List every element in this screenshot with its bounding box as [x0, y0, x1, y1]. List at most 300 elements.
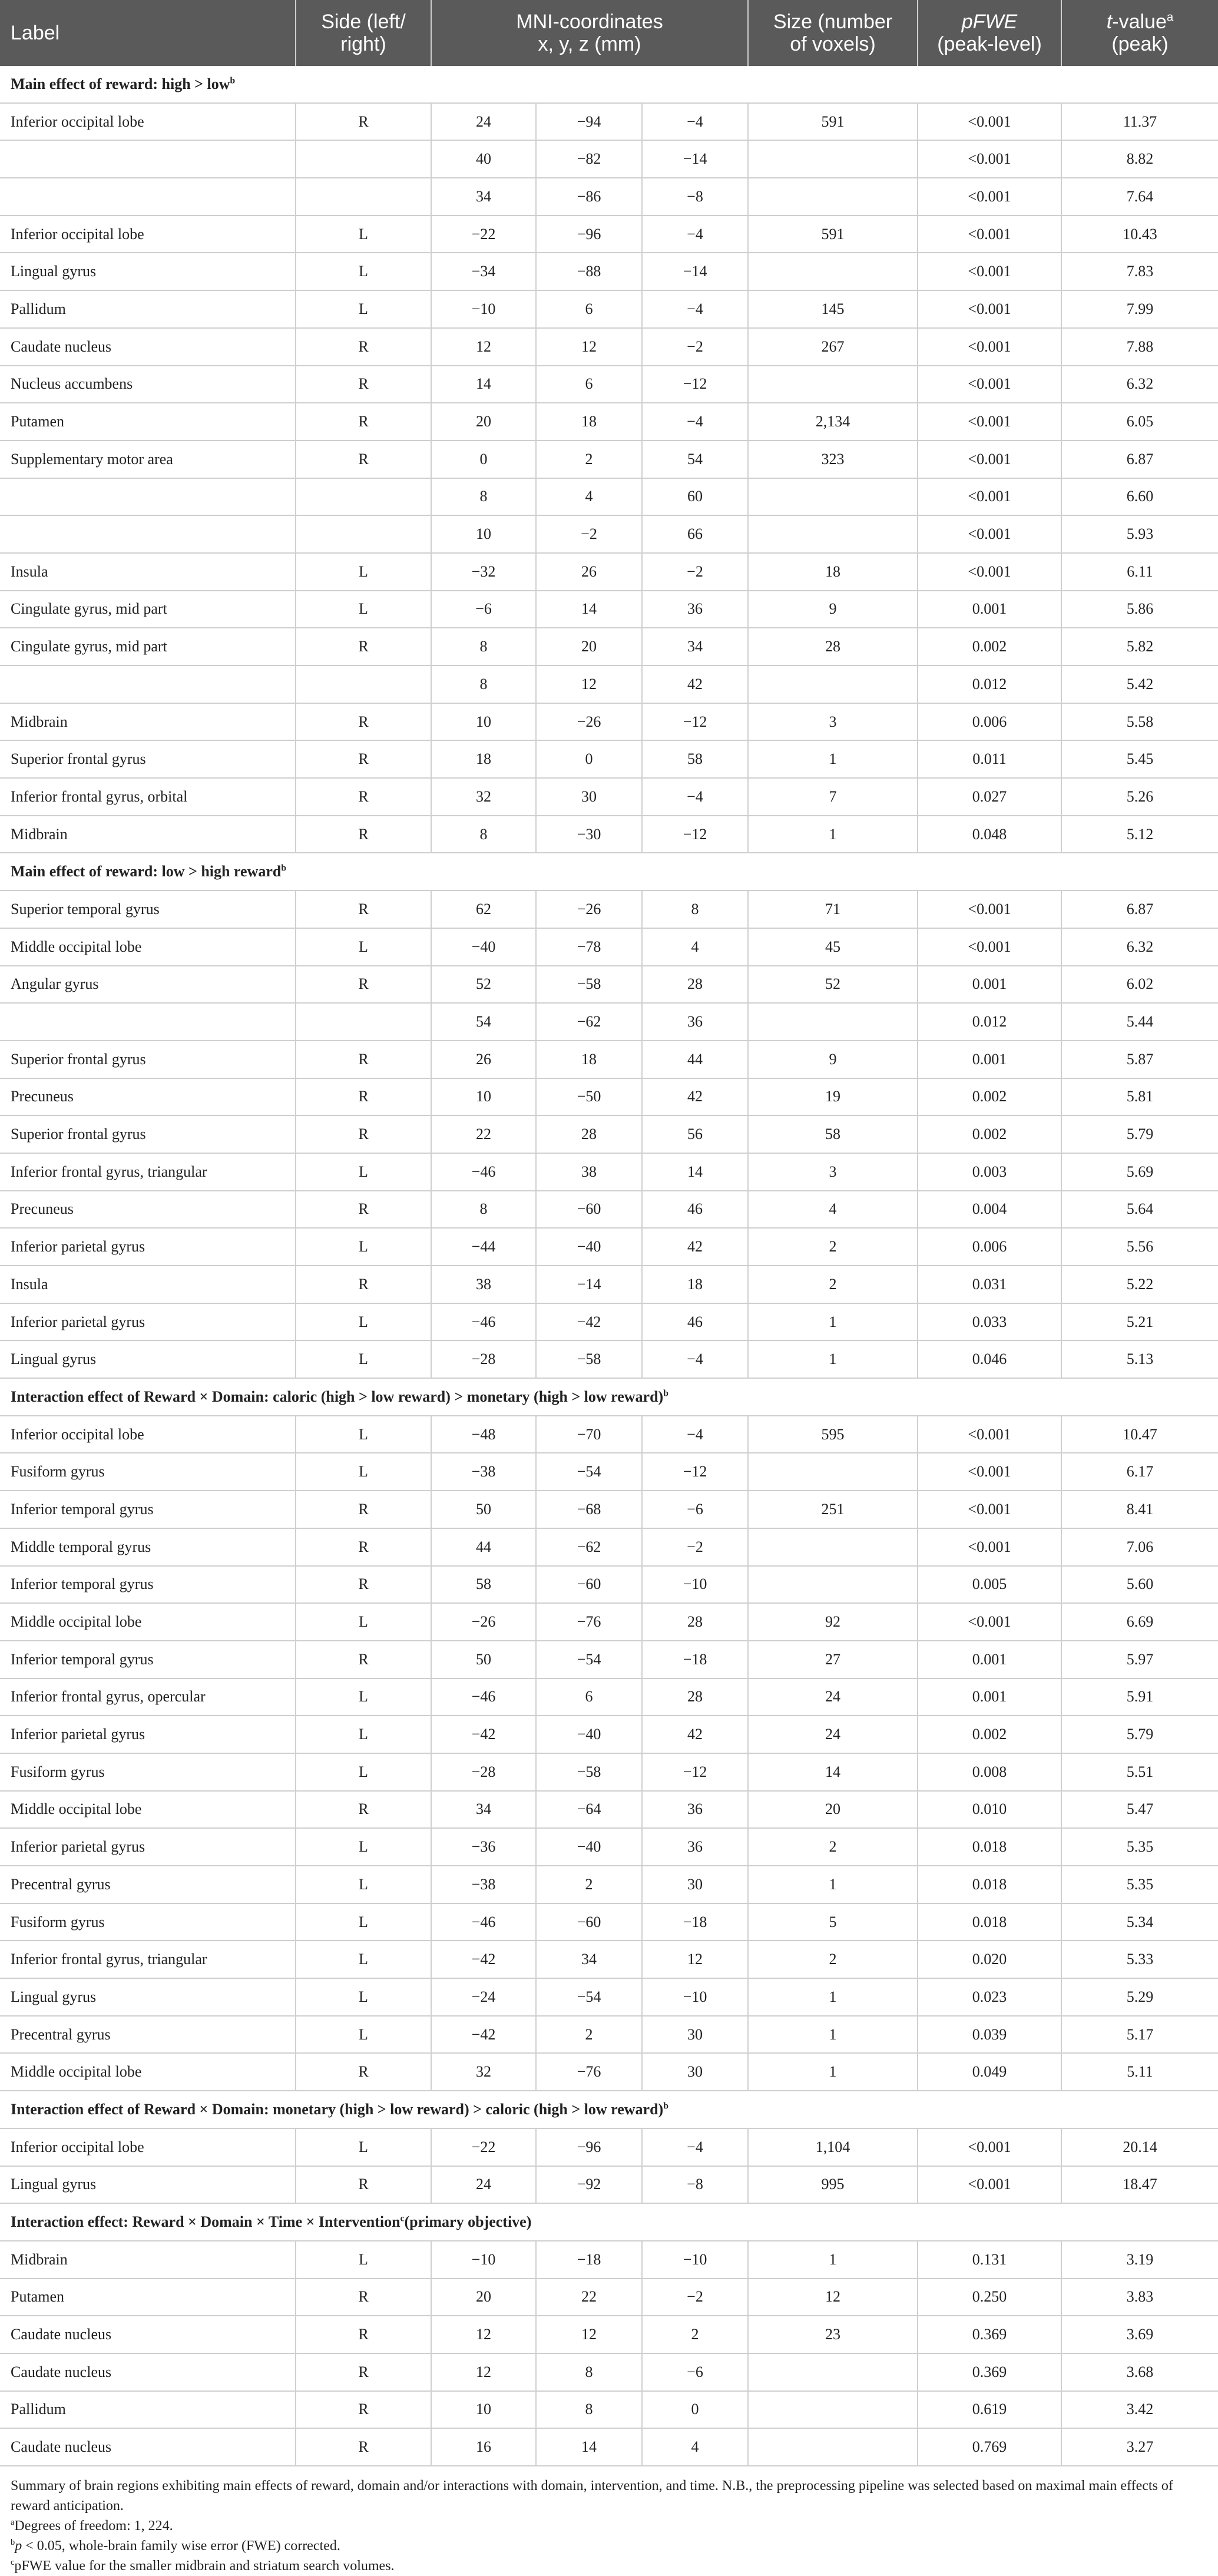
pfwe: 0.023 [918, 1978, 1061, 2016]
mni-y: 2 [536, 441, 642, 478]
region-label: Caudate nucleus [0, 2316, 296, 2353]
mni-z: −14 [642, 140, 748, 178]
mni-x: −28 [431, 1753, 536, 1791]
table-row [0, 1791, 1218, 1829]
region-label: Fusiform gyrus [0, 1453, 296, 1491]
section-footnote-mark: c [400, 2213, 405, 2224]
region-label: Middle temporal gyrus [0, 1528, 296, 1566]
mni-y: −94 [536, 103, 642, 141]
cluster-size: 2 [748, 1228, 918, 1266]
mni-x: −46 [431, 1903, 536, 1941]
cluster-size: 1 [748, 2241, 918, 2279]
table-row [0, 1003, 1218, 1041]
table-row [0, 253, 1218, 290]
mni-x: 32 [431, 2053, 536, 2091]
table-row [0, 478, 1218, 516]
mni-y: 6 [536, 1678, 642, 1716]
pfwe: 0.131 [918, 2241, 1061, 2279]
mni-y: −26 [536, 703, 642, 741]
t-value: 6.87 [1061, 441, 1218, 478]
region-label: Lingual gyrus [0, 2166, 296, 2204]
mni-y: 18 [536, 403, 642, 441]
pfwe: <0.001 [918, 441, 1061, 478]
mni-x: 20 [431, 2279, 536, 2316]
mni-x: 38 [431, 1266, 536, 1303]
mni-z: 4 [642, 928, 748, 966]
mni-y: −62 [536, 1528, 642, 1566]
cluster-size [748, 2391, 918, 2429]
mni-y: −58 [536, 966, 642, 1004]
mni-x: 12 [431, 2316, 536, 2353]
mni-z: 42 [642, 1078, 748, 1116]
table-row [0, 2428, 1218, 2466]
mni-z: −12 [642, 1753, 748, 1791]
pfwe: 0.005 [918, 1566, 1061, 1604]
side: L [296, 216, 431, 253]
region-label: Inferior occipital lobe [0, 103, 296, 141]
table-row [0, 966, 1218, 1004]
region-label: Caudate nucleus [0, 2428, 296, 2466]
mni-z: −4 [642, 103, 748, 141]
mni-z: 8 [642, 890, 748, 928]
cluster-size [748, 253, 918, 290]
table-row [0, 703, 1218, 741]
cluster-size: 1,104 [748, 2128, 918, 2166]
mni-x: 58 [431, 1566, 536, 1604]
cluster-size: 45 [748, 928, 918, 966]
side: L [296, 1228, 431, 1266]
t-value: 10.43 [1061, 216, 1218, 253]
cluster-size: 591 [748, 216, 918, 253]
side: R [296, 966, 431, 1004]
region-label: Superior frontal gyrus [0, 1115, 296, 1153]
side: L [296, 591, 431, 628]
side: R [296, 2391, 431, 2429]
cluster-size: 2,134 [748, 403, 918, 441]
mni-z: −4 [642, 778, 748, 816]
pfwe: 0.001 [918, 1678, 1061, 1716]
region-label [0, 515, 296, 553]
mni-y: 8 [536, 2391, 642, 2429]
pfwe: 0.031 [918, 1266, 1061, 1303]
table-row [0, 2353, 1218, 2391]
side: L [296, 553, 431, 591]
pfwe: 0.369 [918, 2353, 1061, 2391]
mni-y: −26 [536, 890, 642, 928]
mni-z: −8 [642, 2166, 748, 2204]
mni-z: 56 [642, 1115, 748, 1153]
mni-z: −2 [642, 553, 748, 591]
pfwe: 0.018 [918, 1903, 1061, 1941]
mni-y: −54 [536, 1978, 642, 2016]
pfwe: <0.001 [918, 553, 1061, 591]
mni-x: −38 [431, 1866, 536, 1903]
region-label: Inferior parietal gyrus [0, 1716, 296, 1753]
mni-x: 12 [431, 2353, 536, 2391]
mni-y: −62 [536, 1003, 642, 1041]
table-body [0, 66, 1218, 2466]
table-row [0, 2016, 1218, 2054]
mni-x: −24 [431, 1978, 536, 2016]
pfwe: 0.001 [918, 1641, 1061, 1678]
mni-z: 36 [642, 1791, 748, 1829]
mni-y: 34 [536, 1941, 642, 1978]
mni-y: −54 [536, 1641, 642, 1678]
t-value: 5.29 [1061, 1978, 1218, 2016]
cluster-size [748, 1566, 918, 1604]
mni-x: −10 [431, 2241, 536, 2279]
table-row [0, 1828, 1218, 1866]
mni-z: −4 [642, 290, 748, 328]
cluster-size: 1 [748, 816, 918, 853]
side: L [296, 1303, 431, 1341]
cluster-size: 18 [748, 553, 918, 591]
side: R [296, 1528, 431, 1566]
section-title-text: Main effect of reward: high > low [11, 75, 230, 92]
mni-y: 12 [536, 328, 642, 366]
pfwe: 0.012 [918, 665, 1061, 703]
t-value: 5.45 [1061, 740, 1218, 778]
header-size: Size (number of voxels) [748, 0, 918, 66]
section-title [0, 853, 1218, 890]
mni-x: 8 [431, 665, 536, 703]
region-label: Middle occipital lobe [0, 1791, 296, 1829]
side [296, 1003, 431, 1041]
cluster-size [748, 665, 918, 703]
side: R [296, 2353, 431, 2391]
mni-x: 44 [431, 1528, 536, 1566]
cluster-size: 23 [748, 2316, 918, 2353]
t-value: 5.22 [1061, 1266, 1218, 1303]
t-value: 5.97 [1061, 1641, 1218, 1678]
mni-y: −14 [536, 1266, 642, 1303]
t-value: 18.47 [1061, 2166, 1218, 2204]
mni-y: −96 [536, 216, 642, 253]
side: L [296, 1416, 431, 1453]
region-label [0, 665, 296, 703]
table-row [0, 553, 1218, 591]
side: R [296, 1078, 431, 1116]
mni-x: 24 [431, 103, 536, 141]
mni-y: −60 [536, 1191, 642, 1229]
table-row [0, 1566, 1218, 1604]
side: R [296, 1566, 431, 1604]
mni-z: −10 [642, 2241, 748, 2279]
pfwe: <0.001 [918, 290, 1061, 328]
mni-z: −18 [642, 1903, 748, 1941]
side: R [296, 1641, 431, 1678]
footnote-b: $^b$p < 0.05, whole-brain family wise error (FWE) corrected. [11, 2538, 340, 2554]
pfwe: 0.004 [918, 1191, 1061, 1229]
side: R [296, 1041, 431, 1078]
t-value: 5.26 [1061, 778, 1218, 816]
region-label: Precentral gyrus [0, 1866, 296, 1903]
mni-z: 28 [642, 966, 748, 1004]
mni-x: 32 [431, 778, 536, 816]
region-label: Middle occipital lobe [0, 2053, 296, 2091]
table-row [0, 515, 1218, 553]
mni-z: −10 [642, 1978, 748, 2016]
region-label: Fusiform gyrus [0, 1903, 296, 1941]
mni-z: −4 [642, 2128, 748, 2166]
mni-y: 14 [536, 2428, 642, 2466]
cluster-size [748, 2428, 918, 2466]
pfwe: 0.008 [918, 1753, 1061, 1791]
pfwe: <0.001 [918, 328, 1061, 366]
t-value: 5.87 [1061, 1041, 1218, 1078]
table-row [0, 2128, 1218, 2166]
region-label: Pallidum [0, 290, 296, 328]
region-label: Insula [0, 553, 296, 591]
mni-x: 8 [431, 816, 536, 853]
pfwe: <0.001 [918, 1416, 1061, 1453]
pfwe: 0.001 [918, 1041, 1061, 1078]
region-label: Inferior parietal gyrus [0, 1828, 296, 1866]
mni-y: 22 [536, 2279, 642, 2316]
region-label: Precentral gyrus [0, 2016, 296, 2054]
t-value: 6.32 [1061, 928, 1218, 966]
section-title-text: Main effect of reward: low > high reward [11, 863, 282, 880]
t-value: 5.33 [1061, 1941, 1218, 1978]
side: R [296, 628, 431, 665]
t-value: 5.51 [1061, 1753, 1218, 1791]
t-value: 5.44 [1061, 1003, 1218, 1041]
pfwe: <0.001 [918, 366, 1061, 403]
mni-y: −96 [536, 2128, 642, 2166]
side: L [296, 1753, 431, 1791]
table-row [0, 328, 1218, 366]
region-label: Middle occipital lobe [0, 928, 296, 966]
table-row [0, 441, 1218, 478]
mni-z: −6 [642, 1491, 748, 1528]
cluster-size: 595 [748, 1416, 918, 1453]
table-footnotes [0, 2466, 1218, 2576]
mni-x: 8 [431, 1191, 536, 1229]
cluster-size: 145 [748, 290, 918, 328]
table-row [0, 1903, 1218, 1941]
side: L [296, 928, 431, 966]
side: L [296, 290, 431, 328]
pfwe: 0.018 [918, 1828, 1061, 1866]
pfwe: 0.020 [918, 1941, 1061, 1978]
header-mni: MNI-coordinates x, y, z (mm) [431, 0, 748, 66]
mni-x: 54 [431, 1003, 536, 1041]
side: L [296, 1941, 431, 1978]
table-row [0, 1266, 1218, 1303]
mni-x: 24 [431, 2166, 536, 2204]
cluster-size: 251 [748, 1491, 918, 1528]
pfwe: 0.033 [918, 1303, 1061, 1341]
mni-z: 42 [642, 665, 748, 703]
mni-y: −60 [536, 1903, 642, 1941]
region-label: Inferior frontal gyrus, triangular [0, 1153, 296, 1191]
side: R [296, 1791, 431, 1829]
region-label: Inferior temporal gyrus [0, 1566, 296, 1604]
t-value: 8.82 [1061, 140, 1218, 178]
cluster-size: 2 [748, 1828, 918, 1866]
side: R [296, 2053, 431, 2091]
section-header-row [0, 66, 1218, 103]
mni-x: 52 [431, 966, 536, 1004]
footnote-c: $^c$pFWE value for the smaller midbrain and striatum search volumes. [11, 2558, 395, 2574]
t-value: 5.35 [1061, 1828, 1218, 1866]
mni-x: 12 [431, 328, 536, 366]
mni-z: −10 [642, 1566, 748, 1604]
t-value: 5.34 [1061, 1903, 1218, 1941]
t-value: 3.68 [1061, 2353, 1218, 2391]
mni-z: 2 [642, 2316, 748, 2353]
mni-z: −4 [642, 216, 748, 253]
t-value: 3.69 [1061, 2316, 1218, 2353]
mni-x: −42 [431, 1716, 536, 1753]
mni-x: 50 [431, 1491, 536, 1528]
pfwe: 0.006 [918, 1228, 1061, 1266]
mni-z: 66 [642, 515, 748, 553]
t-value: 3.27 [1061, 2428, 1218, 2466]
region-label [0, 178, 296, 216]
side: R [296, 2279, 431, 2316]
pfwe: 0.046 [918, 1340, 1061, 1378]
table-row [0, 1941, 1218, 1978]
mni-x: 16 [431, 2428, 536, 2466]
side: L [296, 1978, 431, 2016]
t-value: 5.58 [1061, 703, 1218, 741]
mni-y: −68 [536, 1491, 642, 1528]
side: L [296, 2241, 431, 2279]
side: L [296, 2128, 431, 2166]
pfwe: 0.011 [918, 740, 1061, 778]
cluster-size: 4 [748, 1191, 918, 1229]
mni-y: −78 [536, 928, 642, 966]
table-row [0, 1191, 1218, 1229]
mni-z: 0 [642, 2391, 748, 2429]
mni-x: −22 [431, 2128, 536, 2166]
table-row [0, 1716, 1218, 1753]
table-row [0, 665, 1218, 703]
t-value: 3.19 [1061, 2241, 1218, 2279]
table-row [0, 1228, 1218, 1266]
side: L [296, 1453, 431, 1491]
side: R [296, 2166, 431, 2204]
t-value: 5.47 [1061, 1791, 1218, 1829]
mni-x: −6 [431, 591, 536, 628]
t-value: 5.86 [1061, 591, 1218, 628]
t-value: 6.69 [1061, 1603, 1218, 1641]
cluster-size [748, 515, 918, 553]
pfwe: <0.001 [918, 253, 1061, 290]
section-header-row [0, 853, 1218, 890]
table-row [0, 1115, 1218, 1153]
side: R [296, 1266, 431, 1303]
pfwe: 0.048 [918, 816, 1061, 853]
t-value: 3.42 [1061, 2391, 1218, 2429]
cluster-size: 5 [748, 1903, 918, 1941]
section-footnote-mark: b [663, 1388, 668, 1399]
mni-y: 0 [536, 740, 642, 778]
mni-z: −2 [642, 2279, 748, 2316]
mni-x: −42 [431, 2016, 536, 2054]
pfwe: 0.002 [918, 1078, 1061, 1116]
pfwe: 0.001 [918, 591, 1061, 628]
footnote-a: $^a$Degrees of freedom: 1, 224. [11, 2518, 173, 2534]
pfwe: <0.001 [918, 178, 1061, 216]
cluster-size [748, 1453, 918, 1491]
t-value: 7.99 [1061, 290, 1218, 328]
table-row [0, 140, 1218, 178]
mni-z: 4 [642, 2428, 748, 2466]
cluster-size: 1 [748, 1303, 918, 1341]
table-row [0, 290, 1218, 328]
table-row [0, 2241, 1218, 2279]
side [296, 140, 431, 178]
pfwe: <0.001 [918, 890, 1061, 928]
region-label [0, 1003, 296, 1041]
mni-x: 62 [431, 890, 536, 928]
t-value: 5.56 [1061, 1228, 1218, 1266]
region-label: Inferior parietal gyrus [0, 1303, 296, 1341]
cluster-size: 3 [748, 1153, 918, 1191]
table-row [0, 2279, 1218, 2316]
side: R [296, 328, 431, 366]
cluster-size: 267 [748, 328, 918, 366]
side: L [296, 1828, 431, 1866]
mni-z: −12 [642, 703, 748, 741]
t-value: 5.64 [1061, 1191, 1218, 1229]
mni-y: 4 [536, 478, 642, 516]
t-value: 5.81 [1061, 1078, 1218, 1116]
region-label: Superior frontal gyrus [0, 740, 296, 778]
region-label [0, 140, 296, 178]
region-label: Insula [0, 1266, 296, 1303]
mni-z: −2 [642, 1528, 748, 1566]
side: R [296, 1115, 431, 1153]
mni-y: −76 [536, 1603, 642, 1641]
region-label: Midbrain [0, 2241, 296, 2279]
mni-z: 46 [642, 1191, 748, 1229]
cluster-size [748, 2353, 918, 2391]
t-value: 6.11 [1061, 553, 1218, 591]
table-row [0, 1340, 1218, 1378]
table-row [0, 1678, 1218, 1716]
t-value: 6.87 [1061, 890, 1218, 928]
mni-x: −38 [431, 1453, 536, 1491]
mni-z: 60 [642, 478, 748, 516]
table-row [0, 2053, 1218, 2091]
section-title-suffix: (primary objective) [404, 2213, 532, 2231]
pfwe: <0.001 [918, 140, 1061, 178]
table-row [0, 628, 1218, 665]
table-row [0, 1641, 1218, 1678]
mni-x: 10 [431, 515, 536, 553]
mni-x: −46 [431, 1678, 536, 1716]
region-label: Inferior occipital lobe [0, 1416, 296, 1453]
cluster-size: 92 [748, 1603, 918, 1641]
pfwe: 0.003 [918, 1153, 1061, 1191]
section-title [0, 66, 1218, 103]
mni-y: −70 [536, 1416, 642, 1453]
pfwe: <0.001 [918, 928, 1061, 966]
table-row [0, 740, 1218, 778]
mni-y: −54 [536, 1453, 642, 1491]
region-label: Precuneus [0, 1078, 296, 1116]
region-label: Fusiform gyrus [0, 1753, 296, 1791]
t-value: 6.60 [1061, 478, 1218, 516]
table-row [0, 2391, 1218, 2429]
table-row [0, 928, 1218, 966]
mni-x: 20 [431, 403, 536, 441]
cluster-size: 1 [748, 1340, 918, 1378]
section-title [0, 2091, 1218, 2128]
